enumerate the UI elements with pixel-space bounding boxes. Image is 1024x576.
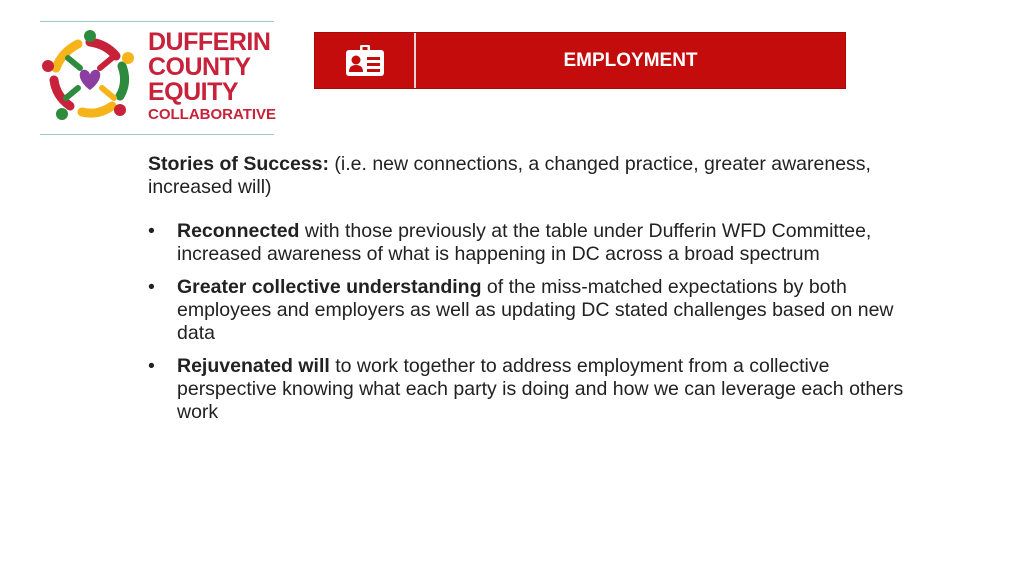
list-item [148,276,918,345]
equity-circle-logo-icon [40,28,140,128]
bullet-text: to work together to address employment from a collective perspective knowing what each party is doing and how we can leverage each others work [177,355,904,423]
stories-description: (i.e. new connections, a changed practice, greater awareness, increased will) [148,153,871,198]
stories-intro [148,153,918,199]
bullet-marker: • [148,276,155,298]
bullet-text: of the miss-matched expectations by both employees and employers as well as updating DC stated challenges based on new data [177,276,894,344]
dufferin-logo [40,21,277,135]
logo-line-dufferin: DUFFERIN [148,28,271,56]
bullet-text: with those previously at the table under Dufferin WFD Committee, increased awareness of what is happening in DC across a broad spectrum [177,220,872,265]
id-badge-icon [345,45,385,77]
banner-icon-cell [315,33,416,88]
stories-heading: Stories of Success: [148,153,329,175]
slide-content [148,153,918,434]
bullet-bold-lead: Greater collective understanding [177,276,482,298]
bullet-marker: • [148,355,155,377]
logo-line-county: COUNTY [148,53,251,81]
list-item [148,355,918,424]
logo-wordmark [148,30,276,125]
bullet-bold-lead: Rejuvenated will [177,355,330,377]
section-banner [314,32,846,89]
success-list [148,220,918,424]
bullet-marker: • [148,220,155,242]
banner-title: EMPLOYMENT [563,49,698,71]
list-item [148,220,918,266]
bullet-bold-lead: Reconnected [177,220,300,242]
logo-line-equity: EQUITY [148,78,239,106]
logo-line-collaborative: COLLABORATIVE [148,106,277,123]
